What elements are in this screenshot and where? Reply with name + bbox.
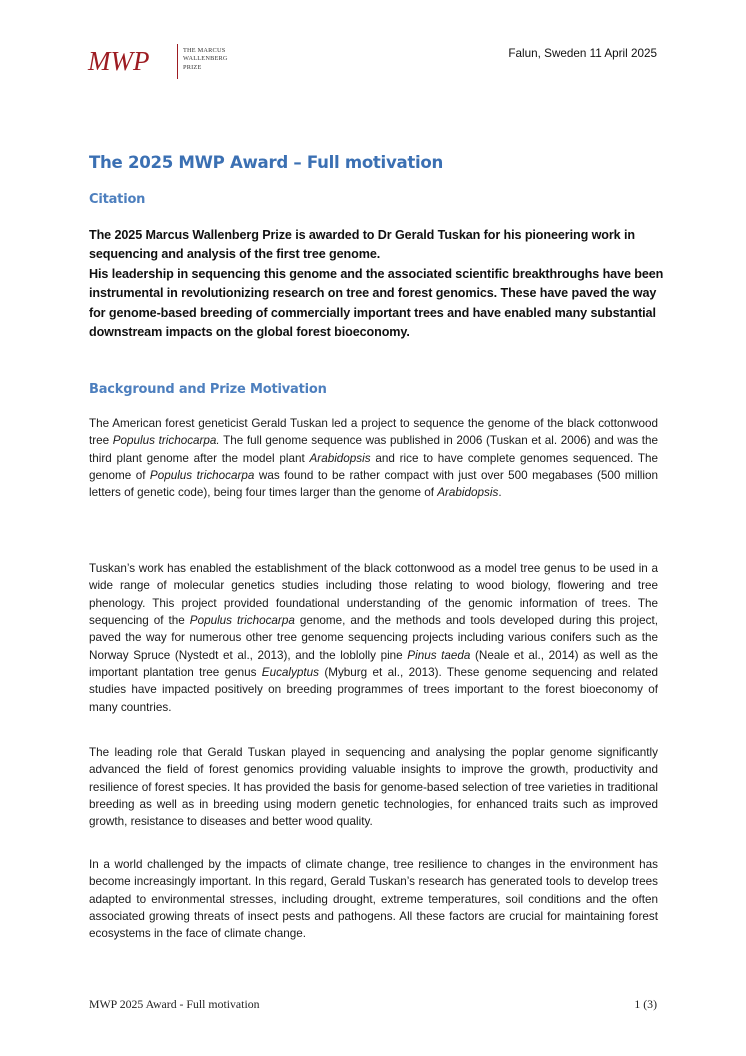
text-run: and rice to have complete genomes sequenced. The genome of <box>89 451 658 483</box>
species-name: Arabidopsis <box>309 451 371 465</box>
logo-text-line: WALLENBERG <box>183 55 228 63</box>
text-run: (Neale et al., 2014) as well as the important plantation tree genus <box>89 648 658 680</box>
text-run: . <box>498 486 502 500</box>
footer-page-number: 1 (3) <box>634 997 657 1011</box>
text-run: Tuskan’s work has enabled the establishment of the black cottonwood as a model tree genus to be used in a wide range of molecular genetics studies including those relating to wood biology, flowering and tree phenology. This project provided foundational understanding of the genomic information of trees. The sequencing of the <box>89 562 658 628</box>
species-name: Populus trichocarpa <box>149 469 255 483</box>
species-name: Pinus taeda <box>407 648 471 662</box>
logo-text <box>183 47 228 72</box>
page-title: The 2025 MWP Award – Full motivation <box>89 153 443 172</box>
text-run: was found to be rather compact with just over 500 megabases (500 million letters of genetic code), being four times larger than the genome of <box>89 469 658 500</box>
text-run: genome, and the methods and tools developed during this project, paved the way for numerous other tree genome sequencing projects including various conifers such as the Norway Spruce (Nystedt et al., 2013), and the loblolly pine <box>89 614 658 662</box>
citation-paragraph-2: His leadership in sequencing this genome and the associated scientific breakthroughs have been instrumental in revolutionizing research on tree and forest genomics. These have paved the way for genome-based breeding of commercially important trees and have enabled many substantial downstream impacts on the global forest bioeconomy. <box>89 266 664 340</box>
body-paragraph-4: In a world challenged by the impacts of climate change, tree resilience to changes in the environment has become increasingly important. In this regard, Gerald Tuskan’s research has generated tools to develop trees adapted to environmental stresses, including drought, extreme temperatures, soil conditions and the often associated growing threats of insect pests and pathogens. All these factors are crucial for maintaining forest ecosystems in the face of climate change. <box>89 858 658 941</box>
logo-text-line: PRIZE <box>183 63 202 71</box>
logo-mark: MWP <box>88 46 150 76</box>
species-name: Eucalyptus <box>261 666 319 680</box>
logo-text-line: THE MARCUS <box>183 47 226 54</box>
text-run: The full genome sequence was published in 2006 (Tuskan et al. 2006) and was the third plant genome after the model plant <box>89 434 659 465</box>
background-heading: Background and Prize Motivation <box>89 382 327 397</box>
species-name: Populus trichocarpa <box>189 614 295 628</box>
body-paragraph-2 <box>89 560 658 716</box>
body-paragraph-1 <box>89 415 658 502</box>
place-date: Falun, Sweden 11 April 2025 <box>508 47 657 60</box>
text-run: The American forest geneticist Gerald Tuskan led a project to sequence the genome of the black cottonwood tree <box>89 417 658 448</box>
species-name: Arabidopsis <box>437 486 499 500</box>
citation-text <box>89 226 669 342</box>
footer-document-title: MWP 2025 Award - Full motivation <box>89 997 260 1011</box>
logo-divider <box>177 44 178 79</box>
citation-heading: Citation <box>89 192 146 207</box>
body-paragraph-3: The leading role that Gerald Tuskan played in sequencing and analysing the poplar genome significantly advanced the field of forest genomics providing valuable insights to improve the growth, productivity and resilience of forest species. It has provided the basis for genome-based selection of tree varieties in traditional breeding as well as in breeding using modern genetic technologies, for enhanced traits such as improved growth, resistance to diseases and better wood quality. <box>89 746 658 829</box>
citation-paragraph-1: The 2025 Marcus Wallenberg Prize is awarded to Dr Gerald Tuskan for his pioneering work in sequencing and analysis of the first tree genome. <box>89 228 635 262</box>
species-name: Populus trichocarpa. <box>112 434 220 448</box>
text-run: (Myburg et al., 2013). These genome sequencing and related studies have impacted positively on breeding programmes of trees important to the forest bioeconomy of many countries. <box>89 666 658 714</box>
